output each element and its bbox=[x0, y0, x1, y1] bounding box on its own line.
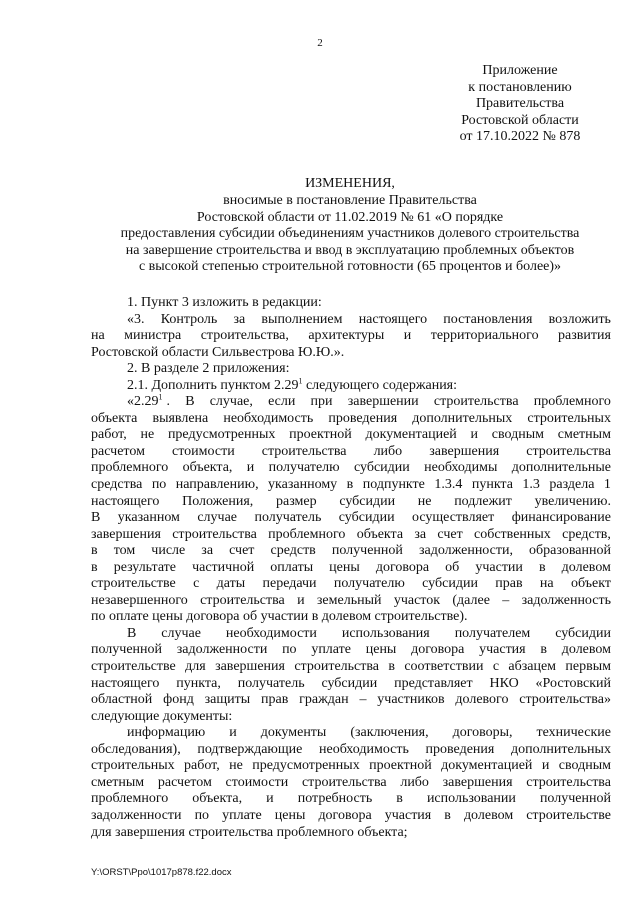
word: с bbox=[193, 576, 200, 592]
word: дополнительные bbox=[511, 460, 611, 476]
paragraph-7-line bbox=[91, 775, 611, 792]
word: технические bbox=[536, 725, 611, 741]
word: стоимости bbox=[225, 774, 289, 790]
paragraph-4 bbox=[91, 378, 611, 395]
word: участии bbox=[475, 559, 523, 575]
paragraph-6-line bbox=[91, 642, 611, 659]
word: защиты bbox=[204, 692, 251, 708]
word: числе bbox=[151, 543, 186, 559]
word: завершения bbox=[429, 443, 500, 459]
word: строительства bbox=[294, 659, 379, 675]
paragraph-5-line bbox=[91, 477, 611, 494]
word: В bbox=[91, 510, 101, 526]
appendix-line: к постановлению bbox=[468, 79, 572, 95]
word: строительных bbox=[91, 758, 175, 774]
word: строительства bbox=[526, 443, 611, 459]
word: договоры, bbox=[452, 725, 513, 741]
word: фонд bbox=[163, 692, 194, 708]
paragraph-7-line: для завершения строительства проблемного объекта; bbox=[91, 824, 408, 840]
word: в bbox=[91, 559, 98, 575]
word: цены bbox=[274, 807, 306, 823]
paragraph-5-line bbox=[91, 543, 611, 560]
word: оплаты bbox=[270, 559, 314, 575]
paragraph-7-line bbox=[91, 808, 611, 825]
word: завершения bbox=[442, 774, 513, 790]
word: строительстве bbox=[91, 576, 176, 592]
word: размер bbox=[276, 493, 317, 509]
word: пункта bbox=[471, 477, 513, 493]
word: средств bbox=[270, 543, 316, 559]
word: работ, bbox=[91, 427, 127, 443]
word: строительстве bbox=[526, 807, 611, 823]
paragraph-5-line bbox=[91, 527, 611, 544]
word: частичной bbox=[192, 559, 255, 575]
word: задолженности bbox=[91, 807, 182, 823]
word: участия bbox=[479, 642, 526, 658]
word: в bbox=[388, 659, 395, 675]
word: 1.3.4 bbox=[434, 477, 463, 493]
word: земельный bbox=[316, 592, 382, 608]
word: долевого bbox=[455, 692, 509, 708]
word: с bbox=[492, 659, 500, 675]
word: увеличению. bbox=[534, 493, 611, 509]
word: строительства, bbox=[200, 328, 289, 344]
word: документацией bbox=[365, 427, 457, 443]
word: полученной bbox=[539, 791, 611, 807]
word: абзацем bbox=[508, 659, 557, 675]
word: договора bbox=[411, 642, 465, 658]
word: строительных bbox=[527, 410, 611, 426]
word: средства bbox=[91, 477, 143, 493]
paragraph-6-line bbox=[91, 626, 611, 643]
word: архитектуры bbox=[308, 328, 385, 344]
word: развития bbox=[558, 328, 611, 344]
paragraph-5-line bbox=[91, 560, 611, 577]
word: обследования), bbox=[91, 741, 181, 757]
paragraph-4-text: следующего содержания: bbox=[302, 377, 458, 393]
word: 1 bbox=[603, 477, 611, 493]
word: счет bbox=[229, 543, 255, 559]
word: проведения bbox=[328, 410, 398, 426]
word: для bbox=[185, 659, 206, 675]
word: соответствии bbox=[404, 659, 484, 675]
word: цены bbox=[365, 642, 397, 658]
word: указанному bbox=[268, 477, 338, 493]
word: строительстве bbox=[91, 659, 176, 675]
word: цены bbox=[329, 559, 360, 575]
word: потребность bbox=[297, 791, 373, 807]
word: (далее bbox=[452, 592, 490, 608]
paragraph-1: 1. Пункт 3 изложить в редакции: bbox=[127, 295, 322, 310]
word: «3. bbox=[127, 311, 145, 327]
paragraph-5-text bbox=[127, 394, 163, 411]
word: настоящего bbox=[91, 493, 160, 509]
document-body bbox=[91, 295, 611, 841]
word: сводным bbox=[558, 758, 611, 774]
word: стоимости bbox=[172, 443, 235, 459]
word: расчетом bbox=[91, 443, 145, 459]
word: необходимы bbox=[424, 460, 498, 476]
word: подтверждающие bbox=[197, 741, 303, 757]
appendix-block bbox=[420, 63, 620, 146]
word: долевом bbox=[561, 559, 611, 575]
word: в bbox=[396, 791, 403, 807]
word: по bbox=[194, 807, 210, 823]
word: проектной bbox=[369, 758, 432, 774]
word: строительства bbox=[433, 394, 519, 410]
word: субсидии bbox=[422, 576, 478, 592]
word: и bbox=[229, 725, 237, 741]
word: в bbox=[538, 559, 546, 575]
subtitle-line: на завершение строительства и ввод в эксплуатацию проблемных объектов bbox=[125, 242, 575, 258]
word: выявлена bbox=[152, 410, 209, 426]
word: строительства» bbox=[519, 692, 611, 708]
word: долевом bbox=[561, 642, 611, 658]
word: дополнительных bbox=[510, 741, 611, 757]
subtitle-line: предоставления субсидии объединениям участников долевого строительства bbox=[120, 226, 580, 241]
word: и bbox=[403, 328, 412, 344]
word: строительства bbox=[261, 443, 347, 459]
clause-number: «2.29 bbox=[127, 394, 159, 410]
word: (заключения, bbox=[350, 725, 429, 741]
word: направлению, bbox=[175, 477, 259, 493]
paragraph-7-line bbox=[91, 758, 611, 775]
footer-file-path: Y:\ORST\Ppo\1017p878.f22.docx bbox=[91, 867, 232, 878]
word: участников bbox=[377, 692, 445, 708]
word: субсидии bbox=[555, 625, 611, 641]
paragraph-7-line bbox=[91, 742, 611, 759]
word: использовании bbox=[426, 791, 516, 807]
document-subtitle bbox=[0, 193, 640, 276]
word: собственных bbox=[474, 526, 551, 542]
word: случае bbox=[161, 625, 201, 641]
word: Контроль bbox=[160, 311, 218, 327]
word: проблемного bbox=[91, 791, 169, 807]
word: министра bbox=[124, 328, 182, 344]
word: за bbox=[201, 543, 214, 559]
word: проблемного bbox=[268, 526, 346, 542]
word: сводным bbox=[491, 427, 545, 443]
word: задолженности bbox=[176, 642, 268, 658]
word: образованной bbox=[529, 543, 611, 559]
word: участок bbox=[393, 592, 441, 608]
word: полученной bbox=[91, 642, 163, 658]
paragraph-5-line bbox=[91, 510, 611, 527]
paragraph-5-line bbox=[91, 394, 611, 411]
word: расчетом bbox=[157, 774, 212, 790]
paragraph-2-line bbox=[91, 328, 611, 345]
word: пункта, bbox=[176, 675, 221, 691]
paragraph-6-line bbox=[91, 676, 611, 693]
word: объекта, bbox=[192, 791, 243, 807]
word: не bbox=[140, 427, 155, 443]
word: Положения, bbox=[182, 493, 254, 509]
word: субсидии bbox=[338, 510, 395, 526]
word: настоящего bbox=[91, 675, 160, 691]
word: раздела bbox=[549, 477, 595, 493]
page-number: 2 bbox=[317, 37, 323, 49]
word: документацией bbox=[441, 758, 533, 774]
word: завершения bbox=[215, 659, 285, 675]
paragraph-5-text bbox=[163, 394, 612, 411]
word: подпункте bbox=[362, 477, 425, 493]
word: первым bbox=[565, 659, 611, 675]
word: в bbox=[444, 807, 451, 823]
word: и bbox=[297, 592, 305, 608]
word: на bbox=[91, 328, 105, 344]
word: сметным bbox=[557, 427, 611, 443]
word: – bbox=[359, 692, 367, 708]
paragraph-5-line bbox=[91, 411, 611, 428]
subtitle-line: с высокой степенью строительной готовности (65 процентов и более)» bbox=[138, 259, 562, 274]
word: если bbox=[268, 394, 296, 410]
word: средств, bbox=[562, 526, 611, 542]
paragraph-2-line bbox=[91, 312, 611, 329]
subtitle-line: вносимые в постановление Правительства bbox=[223, 193, 477, 208]
word: проектной bbox=[289, 427, 352, 443]
word: задолженность bbox=[521, 592, 611, 608]
word: по bbox=[151, 477, 167, 493]
word: предусмотренных bbox=[167, 427, 276, 443]
word: получателю bbox=[268, 460, 340, 476]
word: строительства bbox=[301, 774, 387, 790]
word: настоящего bbox=[358, 311, 428, 327]
word: осуществляет bbox=[412, 510, 495, 526]
word: объекта bbox=[356, 526, 404, 542]
word: представляет bbox=[394, 675, 473, 691]
word: участия bbox=[384, 807, 432, 823]
word: областной bbox=[91, 692, 153, 708]
word: получателем bbox=[454, 625, 531, 641]
word: работ, bbox=[184, 758, 220, 774]
word: получатель bbox=[237, 675, 305, 691]
superscript: 1 bbox=[298, 376, 303, 386]
word: необходимость bbox=[223, 410, 314, 426]
word: прав bbox=[261, 692, 289, 708]
paragraph-6-line: следующие документы: bbox=[91, 708, 233, 724]
paragraph-5-line bbox=[91, 427, 611, 444]
word: проблемного bbox=[533, 394, 611, 410]
word: постановления bbox=[443, 311, 533, 327]
paragraph-4-text: 2.1. Дополнить пунктом 2.29 bbox=[127, 377, 299, 393]
word: случае, bbox=[209, 394, 253, 410]
word: не bbox=[229, 758, 243, 774]
superscript: 1 bbox=[158, 392, 163, 402]
word: получатель bbox=[254, 510, 322, 526]
word: В bbox=[185, 394, 195, 410]
word: и bbox=[246, 460, 255, 476]
word: проблемного bbox=[91, 460, 169, 476]
word: необходимости bbox=[225, 625, 317, 641]
document-title: ИЗМЕНЕНИЯ, bbox=[305, 176, 395, 191]
word: том bbox=[113, 543, 136, 559]
word: в bbox=[346, 477, 354, 493]
word: на bbox=[539, 576, 554, 592]
paragraph-2-line: Ростовской области Сильвестрова Ю.Ю.». bbox=[91, 344, 345, 360]
word: предусмотренных bbox=[252, 758, 360, 774]
word: строительства bbox=[200, 592, 285, 608]
word: либо bbox=[373, 443, 403, 459]
subtitle-line: Ростовской области от 11.02.2019 № 61 «О порядке bbox=[196, 209, 504, 225]
word: информацию bbox=[127, 725, 206, 741]
word: не bbox=[417, 493, 432, 509]
word: и bbox=[266, 791, 274, 807]
word: об bbox=[445, 559, 460, 575]
paragraph-6-line bbox=[91, 692, 611, 709]
paragraph-7-line bbox=[91, 791, 611, 808]
word: результате bbox=[113, 559, 177, 575]
paragraph-5-line bbox=[91, 444, 611, 461]
word: объекта, bbox=[182, 460, 233, 476]
paragraph-5-line bbox=[91, 494, 611, 511]
word: НКО bbox=[489, 675, 519, 691]
word: полученной bbox=[331, 543, 403, 559]
word: за bbox=[414, 526, 427, 542]
word: прав bbox=[495, 576, 523, 592]
word: строительства bbox=[526, 774, 611, 790]
word: – bbox=[502, 592, 510, 608]
word: использования bbox=[341, 625, 430, 641]
word: либо bbox=[400, 774, 429, 790]
word: долевом bbox=[463, 807, 514, 823]
word: возложить bbox=[548, 311, 611, 327]
word: и bbox=[541, 758, 550, 774]
word: уплате bbox=[222, 807, 262, 823]
word: строительства bbox=[172, 526, 257, 542]
paragraph-7-line bbox=[91, 725, 611, 742]
word: объект bbox=[570, 576, 611, 592]
word: при bbox=[310, 394, 333, 410]
word: дополнительных bbox=[412, 410, 513, 426]
word: территориального bbox=[430, 328, 539, 344]
word: договора bbox=[318, 807, 372, 823]
paragraph-6-line bbox=[91, 659, 611, 676]
word: в bbox=[540, 642, 547, 658]
word: завершения bbox=[91, 526, 161, 542]
word: незавершенного bbox=[91, 592, 188, 608]
paragraph-5-line bbox=[91, 593, 611, 610]
paragraph-3: 2. В разделе 2 приложения: bbox=[127, 361, 290, 377]
word: по bbox=[282, 642, 297, 658]
word: договора bbox=[375, 559, 430, 575]
word: в bbox=[91, 543, 98, 559]
paragraph-5-line bbox=[91, 460, 611, 477]
word: граждан bbox=[299, 692, 349, 708]
word: 1.3 bbox=[522, 477, 540, 493]
word: субсидии bbox=[321, 675, 378, 691]
word: и bbox=[470, 427, 479, 443]
word: задолженности, bbox=[418, 543, 513, 559]
word: подлежит bbox=[454, 493, 512, 509]
word: субсидии bbox=[339, 493, 396, 509]
appendix-line: от 17.10.2022 № 878 bbox=[459, 129, 581, 144]
word: счет bbox=[437, 526, 463, 542]
word: необходимость bbox=[318, 741, 409, 757]
word: объекта bbox=[91, 410, 138, 426]
word: «Ростовский bbox=[535, 675, 611, 691]
word: за bbox=[233, 311, 246, 327]
word: получателю bbox=[333, 576, 405, 592]
word: . bbox=[166, 394, 170, 410]
word: случае bbox=[197, 510, 238, 526]
word: документы bbox=[260, 725, 327, 741]
word: В bbox=[127, 625, 137, 641]
word: даты bbox=[216, 576, 246, 592]
word: субсидии bbox=[353, 460, 410, 476]
word: уплате bbox=[311, 642, 351, 658]
word: указанном bbox=[117, 510, 180, 526]
appendix-line: Правительства bbox=[475, 96, 565, 111]
paragraph-5-line: по оплате цены договора об участии в долевом строительстве). bbox=[91, 609, 468, 625]
appendix-line: Приложение bbox=[482, 63, 558, 78]
word: финансирование bbox=[511, 510, 611, 526]
paragraph-5-line bbox=[91, 576, 611, 593]
word: завершении bbox=[347, 394, 419, 410]
appendix-line: Ростовской области bbox=[461, 112, 579, 128]
word: сметным bbox=[91, 774, 145, 790]
word: проведения bbox=[425, 741, 495, 757]
word: выполнением bbox=[261, 311, 343, 327]
word: передачи bbox=[262, 576, 317, 592]
